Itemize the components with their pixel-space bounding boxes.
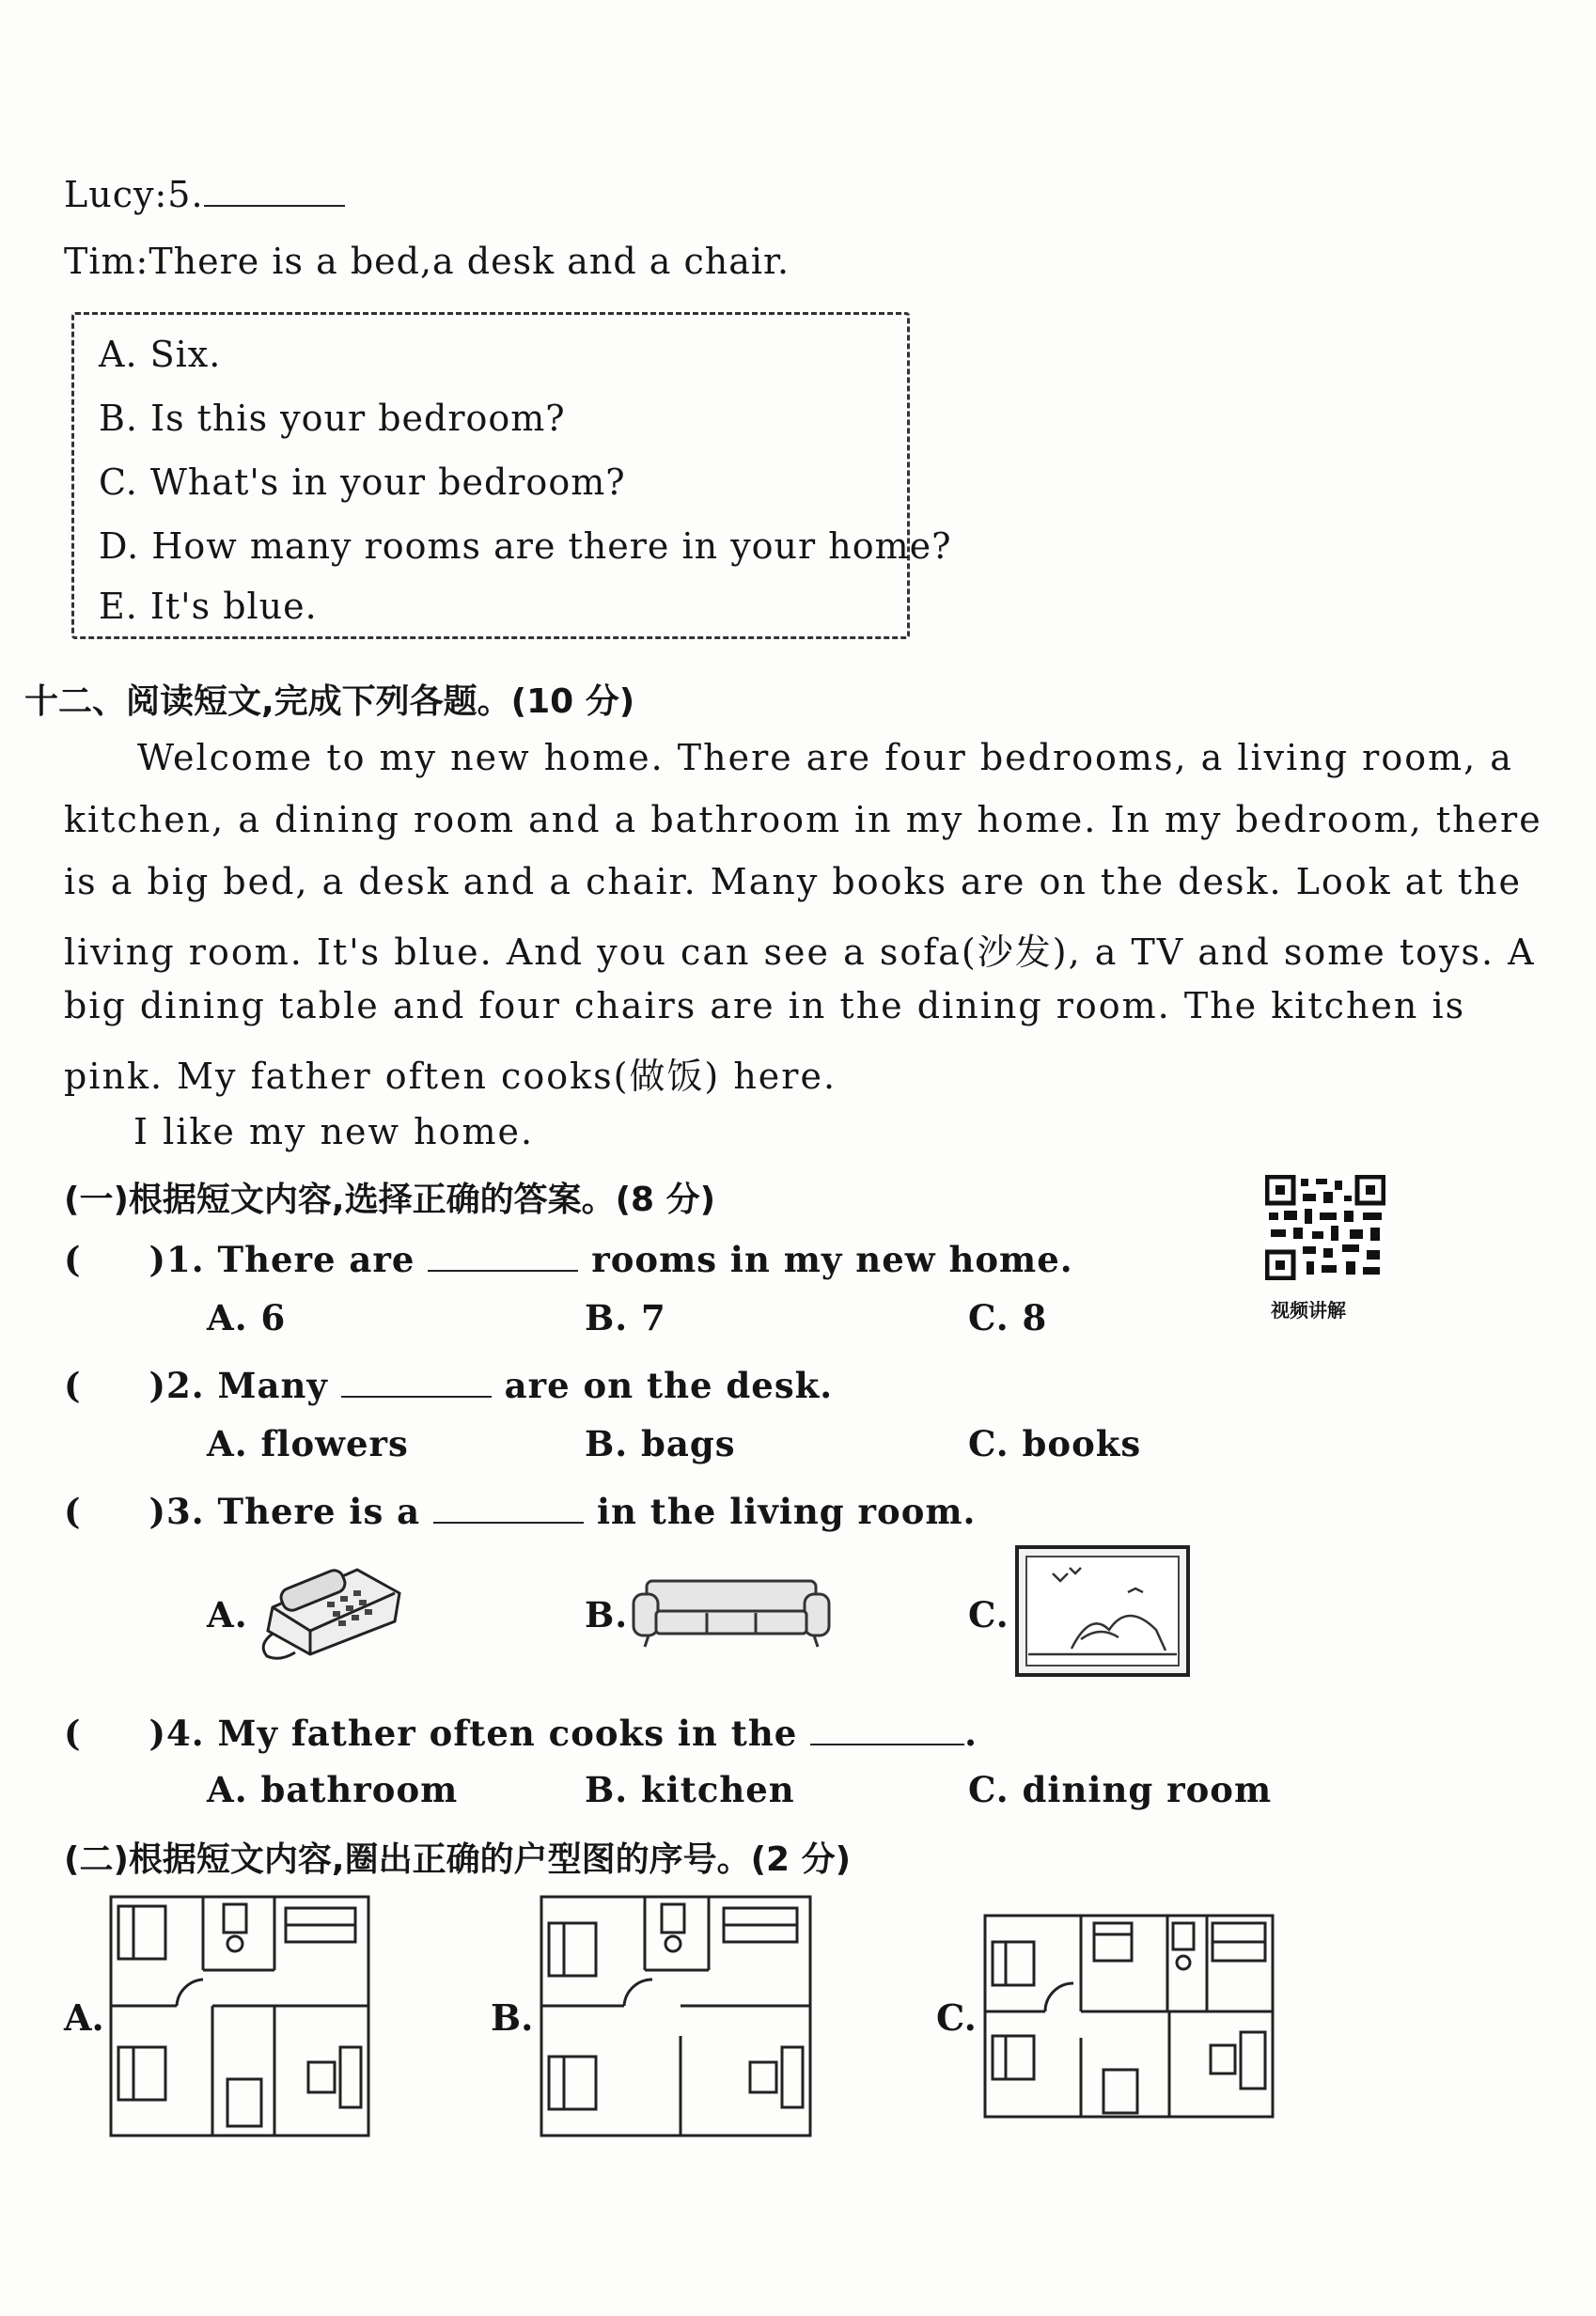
passage-line-5: big dining table and four chairs are in the dining room. The kitchen is — [64, 985, 1466, 1026]
section-heading: 十二、阅读短文,完成下列各题。(10 分) — [24, 682, 635, 721]
floor-plan-c-icon — [983, 1914, 1275, 2119]
question-1: ( )1. There are rooms in my new home. — [64, 1235, 1073, 1280]
q2-choice-b[interactable]: B. bags — [585, 1423, 736, 1464]
passage-line-6: pink. My father often cooks(做饭) here. — [64, 1056, 837, 1097]
lucy-line: Lucy:5. — [64, 169, 345, 215]
q3-choice-a[interactable]: A. — [207, 1594, 248, 1635]
passage-line-1: Welcome to my new home. There are four bedrooms, a living room, a — [137, 737, 1513, 778]
picture-image — [1015, 1545, 1190, 1681]
question-4: ( )4. My father often cooks in the . — [64, 1709, 978, 1754]
floor-plan-b[interactable] — [540, 1895, 812, 2141]
fill-blank-1 — [428, 1235, 578, 1272]
answer-blank-5[interactable] — [204, 169, 345, 207]
qr-code-icon — [1265, 1175, 1385, 1280]
tim-line: Tim:There is a bed,a desk and a chair. — [64, 241, 790, 282]
framed-picture-icon — [1015, 1545, 1190, 1677]
passage-line-3: is a big bed, a desk and a chair. Many books are on the desk. Look at the — [64, 861, 1523, 902]
qr-code[interactable] — [1265, 1175, 1385, 1280]
passage-line-4: living room. It's blue. And you can see a sofa(沙发), a TV and some toys. A — [64, 931, 1536, 973]
part1-heading: (一)根据短文内容,选择正确的答案。(8 分) — [64, 1181, 716, 1219]
floor-plan-b-icon — [540, 1895, 812, 2137]
option-a: A. Six. — [99, 334, 222, 375]
options-box — [71, 312, 952, 639]
sofa-image — [630, 1575, 833, 1654]
passage-line-7: I like my new home. — [133, 1111, 535, 1152]
q3-choice-b[interactable]: B. — [585, 1594, 629, 1635]
option-e: E. It's blue. — [99, 586, 318, 627]
fill-blank-3 — [433, 1487, 584, 1524]
q2-choice-c[interactable]: C. books — [968, 1423, 1142, 1464]
q1-choice-b[interactable]: B. 7 — [585, 1297, 666, 1338]
q4-choice-a[interactable]: A. bathroom — [207, 1769, 459, 1810]
option-c: C. What's in your bedroom? — [99, 462, 626, 503]
option-d: D. How many rooms are there in your home? — [99, 525, 952, 567]
floor-plan-a-icon — [109, 1895, 370, 2137]
q1-choice-a[interactable]: A. 6 — [207, 1297, 287, 1338]
floor-plan-a[interactable] — [109, 1895, 370, 2141]
q1-choice-c[interactable]: C. 8 — [968, 1297, 1048, 1338]
option-b: B. Is this your bedroom? — [99, 398, 566, 439]
telephone-image — [254, 1551, 404, 1667]
question-3: ( )3. There is a in the living room. — [64, 1487, 976, 1532]
plan-b-label[interactable]: B. — [491, 1996, 534, 2039]
fill-blank-2 — [341, 1361, 492, 1398]
plan-a-label[interactable]: A. — [64, 1996, 104, 2039]
telephone-icon — [254, 1551, 404, 1664]
q4-choice-b[interactable]: B. kitchen — [585, 1769, 795, 1810]
q2-choice-a[interactable]: A. flowers — [207, 1423, 409, 1464]
qr-label: 视频讲解 — [1271, 1299, 1346, 1322]
passage-line-2: kitchen, a dining room and a bathroom in my home. In my bedroom, there — [64, 799, 1542, 840]
question-2: ( )2. Many are on the desk. — [64, 1361, 833, 1406]
floor-plan-c[interactable] — [983, 1914, 1275, 2122]
fill-blank-4 — [810, 1709, 964, 1745]
q4-choice-c[interactable]: C. dining room — [968, 1769, 1273, 1810]
part2-heading: (二)根据短文内容,圈出正确的户型图的序号。(2 分) — [64, 1840, 852, 1879]
plan-c-label[interactable]: C. — [936, 1996, 977, 2039]
q3-choice-c[interactable]: C. — [968, 1594, 1009, 1635]
sofa-icon — [630, 1575, 833, 1651]
